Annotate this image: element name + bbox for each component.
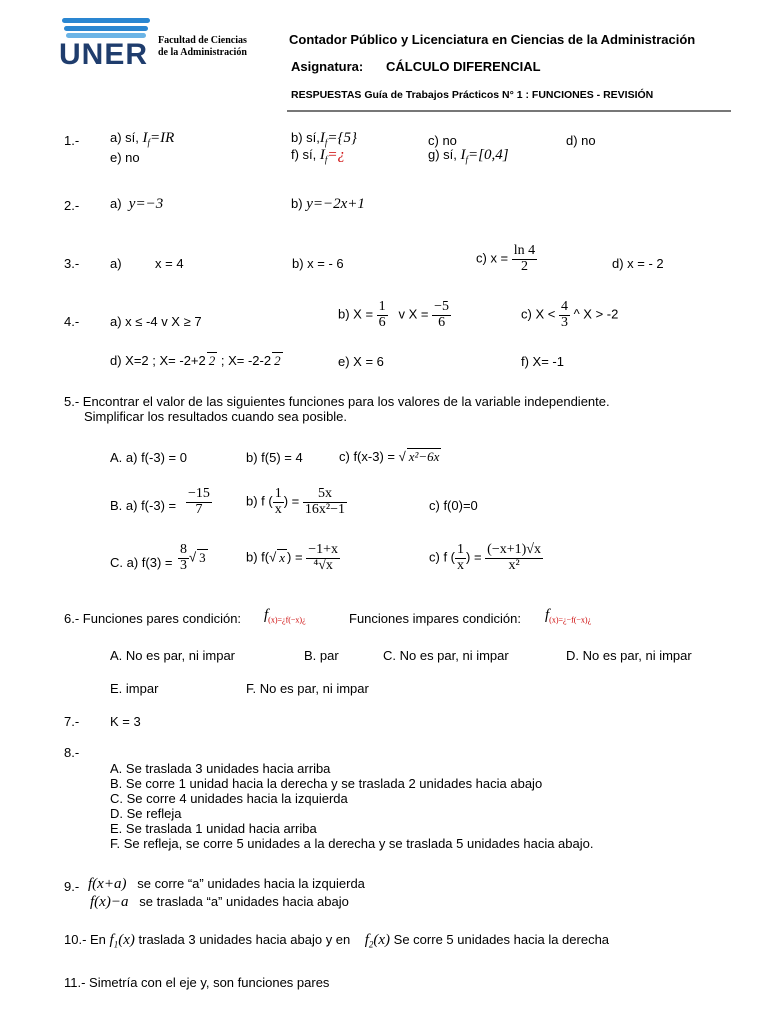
q2-number: 2.-: [64, 198, 80, 213]
q1-a: a) sí, $I_f=IR$: [110, 130, 175, 148]
q4-number: 4.-: [64, 314, 80, 329]
q4-e: e) X = 6: [338, 354, 384, 369]
q6-A: A. No es par, ni impar: [110, 648, 235, 663]
q10-line: 10.- En $f_1(x)$ traslada 3 unidades hacia abajo y en $f_2(x)$ Se corre 5 unidades hacia la derecha: [64, 932, 610, 950]
list-item: F. Se refleja, se corre 5 unidades a la derecha y se traslada 5 unidades hacia abajo.: [110, 836, 594, 851]
q3-b: b) x = - 6: [292, 256, 344, 271]
q6-odd-label: Funciones impares condición:: [349, 611, 521, 626]
subject-label: Asignatura:: [291, 59, 364, 74]
q6-E: E. impar: [110, 681, 159, 696]
q6-B: B. par: [304, 648, 339, 663]
header-rule: [287, 110, 731, 112]
q4-a: a) x ≤ -4 v X ≥ 7: [110, 314, 202, 329]
q1-number: 1.-: [64, 133, 80, 148]
list-item: A. Se traslada 3 unidades hacia arriba: [110, 761, 331, 776]
q6-D: D. No es par, ni impar: [566, 648, 692, 663]
list-item: D. Se refleja: [110, 806, 182, 821]
q8-number: 8.-: [64, 745, 80, 760]
q5-statement: 5.- Encontrar el valor de las siguientes funciones para los valores de la variable independiente.: [64, 394, 610, 409]
q2-a: a) y=−3: [110, 196, 164, 212]
q1-b: b) $sí,I_f=\{5\}$: [291, 130, 358, 148]
q6-odd-expr: $f_{(x)=¿-f(-x)¿}$: [545, 607, 592, 625]
q3-a-value: x = 4: [155, 256, 184, 271]
logo-wave: [62, 18, 150, 23]
q3-c: c) x = $\frac{\ln 4}{2}$: [476, 243, 536, 274]
list-item: B. Se corre 1 unidad hacia la derecha y se traslada 2 unidades hacia abajo: [110, 776, 543, 791]
q5-C-b: b) f(√ x ) = $\frac{-1+x}{\text{⁴√x}}$: [246, 542, 339, 573]
q5-C-a-label: C. a) f(3) =: [110, 555, 173, 570]
q5-A-c: c) f(x-3) = √ x²−6x: [339, 449, 440, 464]
q6-even-label: 6.- Funciones pares condición:: [64, 611, 242, 626]
logo-text: UNER: [59, 38, 149, 71]
q3-a: a): [110, 256, 122, 271]
q2-b: b) y=−2x+1: [291, 196, 365, 212]
q7-value: K = 3: [110, 714, 141, 729]
career-title: Contador Público y Licenciatura en Ciencias de la Administración: [289, 32, 696, 47]
q5-A-b: b) f(5) = 4: [246, 450, 303, 465]
q5-B-c: c) f(0)=0: [429, 498, 478, 513]
q4-f: f) X= -1: [521, 354, 564, 369]
answers-title: RESPUESTAS Guía de Trabajos Prácticos N° 1 : FUNCIONES - REVISIÓN: [291, 89, 654, 101]
q6-even-expr: $f_{(x)=¿f(-x)¿}$: [264, 607, 306, 625]
q5-instruction: Simplificar los resultados cuando sea posible.: [84, 409, 348, 424]
q1-c: c) no: [428, 133, 457, 148]
list-item: E. Se traslada 1 unidad hacia arriba: [110, 821, 317, 836]
q3-d: d) x = - 2: [612, 256, 664, 271]
q9-line1: f(x+a) se corre “a” unidades hacia la izquierda: [88, 876, 365, 892]
list-item: C. Se corre 4 unidades hacia la izquierda: [110, 791, 348, 806]
q7-number: 7.-: [64, 714, 80, 729]
q3-number: 3.-: [64, 256, 80, 271]
q9-number: 9.-: [64, 879, 80, 894]
q1-d: d) no: [566, 133, 596, 148]
q5-C-a-frac: $\frac{8}{3}$ √ 3: [180, 542, 206, 573]
q1-e: e) no: [110, 150, 140, 165]
q4-c: c) X < $\frac{4}{3}$ ^ X > -2: [521, 299, 619, 330]
q11-line: 11.- Simetría con el eje y, son funciones pares: [64, 975, 330, 990]
q5-C-c: c) f ( $\frac{1}{x}$ ) = $\frac{(-x+1)√x}{\text{x²}}$: [429, 542, 541, 573]
q9-line2: f(x)−a se traslada “a” unidades hacia abajo: [90, 894, 349, 910]
q6-F: F. No es par, ni impar: [246, 681, 369, 696]
logo-wave: [64, 26, 148, 31]
q5-B-a-frac: $\frac{-15}{7}$: [188, 486, 210, 517]
subject-name: CÁLCULO DIFERENCIAL: [386, 59, 541, 74]
faculty-line: de la Administración: [158, 47, 247, 58]
q8-list: [110, 761, 593, 851]
faculty-line: Facultad de Ciencias: [158, 35, 247, 46]
q6-C: C. No es par, ni impar: [383, 648, 509, 663]
q5-B-a-label: B. a) f(-3) =: [110, 498, 177, 513]
q5-A-a: A. a) f(-3) = 0: [110, 450, 187, 465]
q5-B-b: b) f ( $\frac{1}{x}$ ) = $\frac{5x}{\text{16x²−1}}$: [246, 486, 345, 517]
q1-f: f) sí, $I_f=¿$: [291, 147, 346, 165]
q1-g: g) sí, $I_f=[0,4]$: [428, 147, 509, 165]
q4-d: d) X=2 ; X= -2+2 2 ; X= -2-2 2: [110, 353, 281, 368]
q4-b: b) X = $\frac{1}{6}$ v X = $\frac{-5}{6}$: [338, 299, 450, 330]
